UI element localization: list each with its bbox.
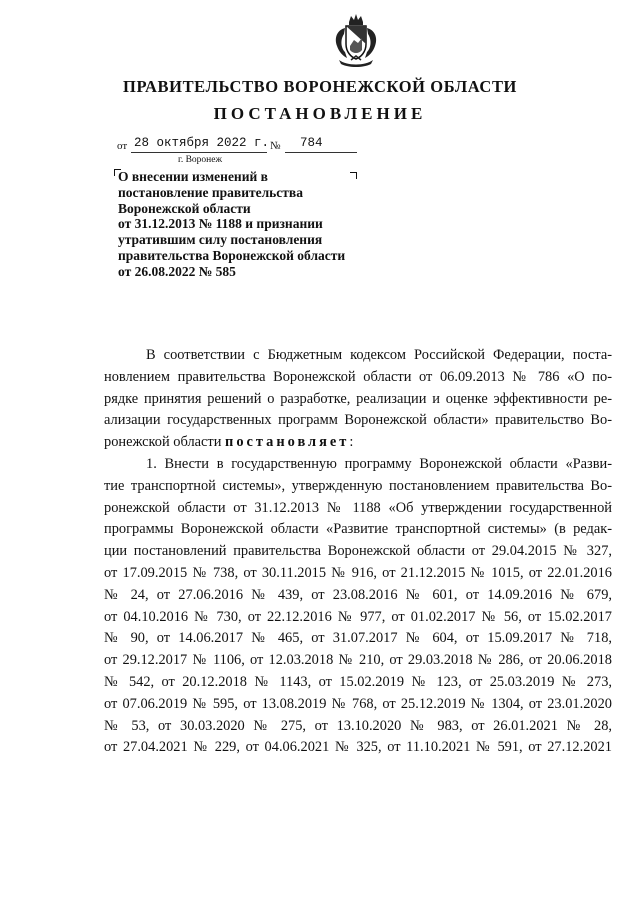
document-type-title: ПОСТАНОВЛЕНИЕ <box>213 104 427 123</box>
voronezh-coat-of-arms-icon <box>329 12 383 68</box>
city-label: г. Воронеж <box>178 155 223 165</box>
item-1-line: от 27.04.2021 № 229, от 04.06.2021 № 325, от 11.10.2021 № 591, от 27.12.2021 <box>104 739 612 756</box>
document-number: 784 <box>300 136 323 150</box>
date-number-row <box>117 136 367 156</box>
item-1-line: № 90, от 14.06.2017 № 465, от 31.07.2017 № 604, от 15.09.2017 № 718, <box>104 630 612 647</box>
item-1-line: № 24, от 27.06.2016 № 439, от 23.08.2016 № 601, от 14.09.2016 № 679, <box>104 586 612 603</box>
number-label: № <box>270 140 281 152</box>
item-1-line: № 53, от 30.03.2020 № 275, от 13.10.2020 № 983, от 26.01.2021 № 28, <box>104 717 612 734</box>
item-1-line: тие транспортной системы», утвержденную постановлением правительства Во- <box>104 477 612 494</box>
item-1-line: от 04.10.2016 № 730, от 22.12.2016 № 977, от 01.02.2017 № 56, от 15.02.2017 <box>104 608 612 625</box>
subject-line: правительства Воронежской области <box>118 247 346 263</box>
date-underline <box>131 152 267 153</box>
resolves-word: постановляет <box>225 434 350 451</box>
item-1-line: от 17.09.2015 № 738, от 30.11.2015 № 916, от 21.12.2015 № 1015, от 22.01.2016 <box>104 564 612 581</box>
preamble-last-suffix: : <box>349 434 354 451</box>
subject-line: от 26.08.2022 № 585 <box>118 263 236 279</box>
from-label: от <box>117 140 128 152</box>
item-1-line: программы Воронежской области «Развитие транспортной системы» (в редак- <box>104 521 612 538</box>
preamble-last-line <box>104 432 612 454</box>
number-underline <box>285 152 357 153</box>
item-1-line: от 29.12.2017 № 1106, от 12.03.2018 № 210, от 29.03.2018 № 286, от 20.06.2018 <box>104 652 612 669</box>
item-1-line: от 07.06.2019 № 595, от 13.08.2019 № 768, от 25.12.2019 № 1304, от 23.01.2020 <box>104 695 612 712</box>
subject-line: постановление правительства <box>118 184 303 200</box>
subject-line: О внесении изменений в <box>118 169 268 184</box>
document-body <box>104 345 612 759</box>
preamble-line: рядке принятия решений о разработке, реализации и оценке эффективности ре- <box>104 390 612 407</box>
item-1-line: 1. Внести в государственную программу Воронежской области «Разви- <box>146 455 612 472</box>
government-title: ПРАВИТЕЛЬСТВО ВОРОНЕЖСКОЙ ОБЛАСТИ <box>123 77 517 96</box>
document-date: 28 октября 2022 г. <box>134 136 270 150</box>
item-1-line: ронежской области от 31.12.2013 № 1188 «Об утверждении государственной <box>104 499 612 516</box>
item-1-line: № 542, от 20.12.2018 № 1143, от 15.02.2019 № 123, от 25.03.2019 № 273, <box>104 673 612 690</box>
preamble-line: В соответствии с Бюджетным кодексом Российской Федерации, поста- <box>146 347 612 363</box>
item-1-line: ции постановлений правительства Воронежской области от 29.04.2015 № 327, <box>104 543 612 560</box>
preamble-last-prefix: ронежской области <box>104 434 222 451</box>
subject-line: Воронежской области <box>118 200 251 216</box>
subject-line: утратившим силу постановления <box>118 232 323 248</box>
document-subject <box>118 169 388 280</box>
preamble-line: ализации государственных программ Воронежской области» правительство Во- <box>104 412 612 429</box>
preamble-line: новлением правительства Воронежской области от 06.09.2013 № 786 «О по- <box>104 368 612 385</box>
subject-line: от 31.12.2013 № 1188 и признании <box>118 216 323 232</box>
